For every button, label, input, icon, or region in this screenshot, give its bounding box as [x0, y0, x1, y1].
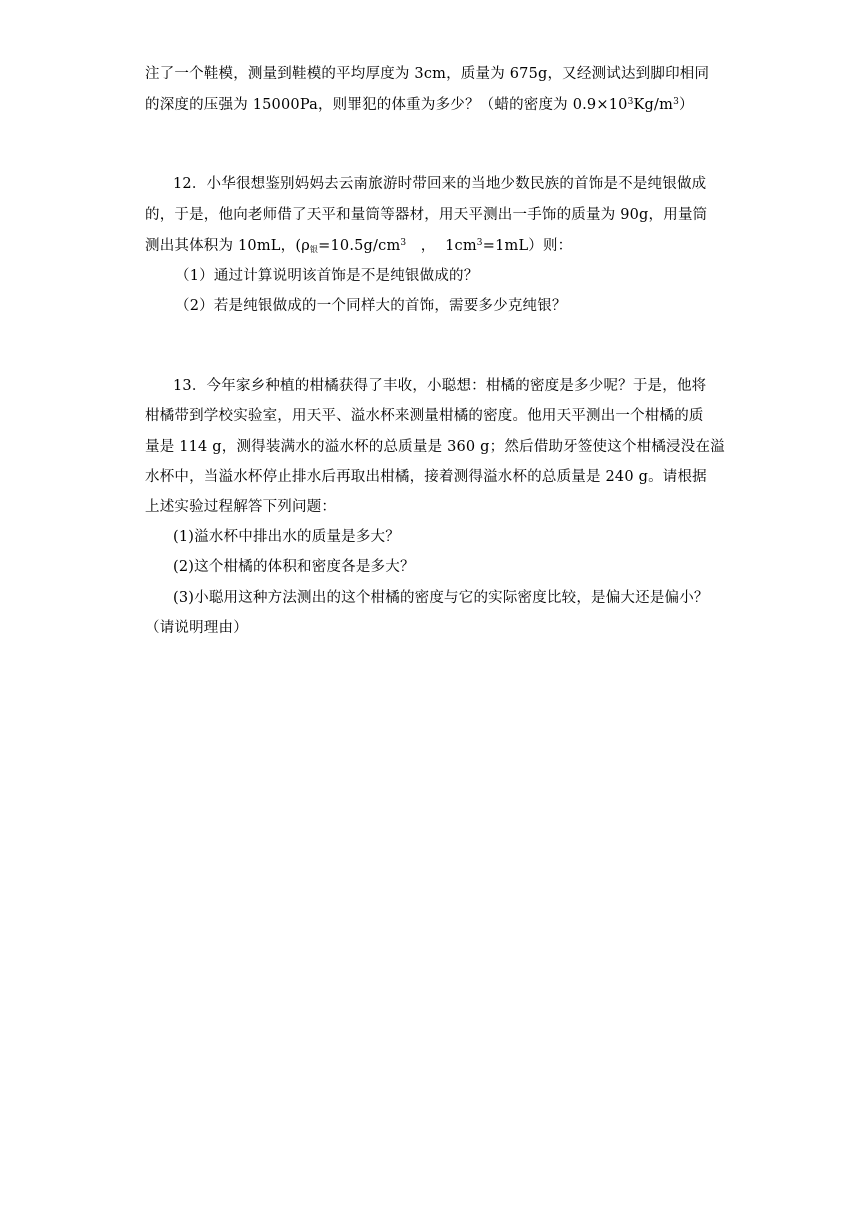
q13-line-5: 上述实验过程解答下列问题：	[145, 499, 337, 515]
q11-line-2-text: 的深度的压强为 15000Pa，则罪犯的体重为多少？（蜡的密度为 0.9×10	[145, 97, 628, 113]
q11-exponent: 3	[627, 97, 634, 107]
q13-item-1: (1)溢水杯中排出水的质量是多大？	[173, 529, 400, 545]
q13-item-2: (2)这个柑橘的体积和密度各是多大？	[173, 559, 415, 575]
q12-item-1: （1）通过计算说明该首饰是不是纯银做成的？	[175, 268, 479, 284]
q11-unit-exponent: 3	[673, 97, 679, 107]
q13-line-2: 柑橘带到学校实验室，用天平、溢水杯来测量柑橘的密度。他用天平测出一个柑橘的质	[145, 408, 704, 424]
q12-conversion-exponent: 3	[476, 238, 483, 248]
q12-density-exponent: 3	[400, 238, 407, 248]
q12-conversion: ， 1cm	[406, 238, 477, 254]
q11-line-1: 注了一个鞋模，测量到鞋模的平均厚度为 3cm，质量为 675g，又经测试达到脚印相同	[145, 66, 710, 82]
q11-line-2	[145, 95, 694, 115]
q11-close: ）	[679, 97, 694, 113]
q11-unit: Kg/m	[633, 97, 674, 113]
q12-line-2: 的，于是，他向老师借了天平和量筒等器材，用天平测出一手饰的质量为 90g，用量筒	[145, 207, 708, 223]
q12-density-value: =10.5g/cm	[318, 238, 401, 254]
q12-line-3-text: 测出其体积为 10mL，(ρ	[145, 238, 310, 254]
q12-line-3	[145, 236, 572, 256]
q12-line-3-end: =1mL）则：	[482, 238, 573, 254]
q13-line-3: 量是 114 g，测得装满水的溢水杯的总质量是 360 g；然后借助牙签使这个柑橘浸没在溢	[145, 439, 725, 455]
q12-rho-subscript: 银	[309, 245, 319, 254]
q12-item-2: （2）若是纯银做成的一个同样大的首饰，需要多少克纯银？	[175, 298, 567, 314]
q13-line-1: 13．今年家乡种植的柑橘获得了丰收，小聪想：柑橘的密度是多少呢？于是，他将	[173, 378, 707, 394]
q13-line-4: 水杯中，当溢水杯停止排水后再取出柑橘，接着测得溢水杯的总质量是 240 g。请根据	[145, 469, 707, 485]
q12-line-1: 12．小华很想鉴别妈妈去云南旅游时带回来的当地少数民族的首饰是不是纯银做成	[173, 176, 707, 192]
q13-item-3: (3)小聪用这种方法测出的这个柑橘的密度与它的实际密度比较，是偏大还是偏小？	[173, 590, 709, 606]
q13-item-3-continued: （请说明理由）	[145, 620, 248, 636]
